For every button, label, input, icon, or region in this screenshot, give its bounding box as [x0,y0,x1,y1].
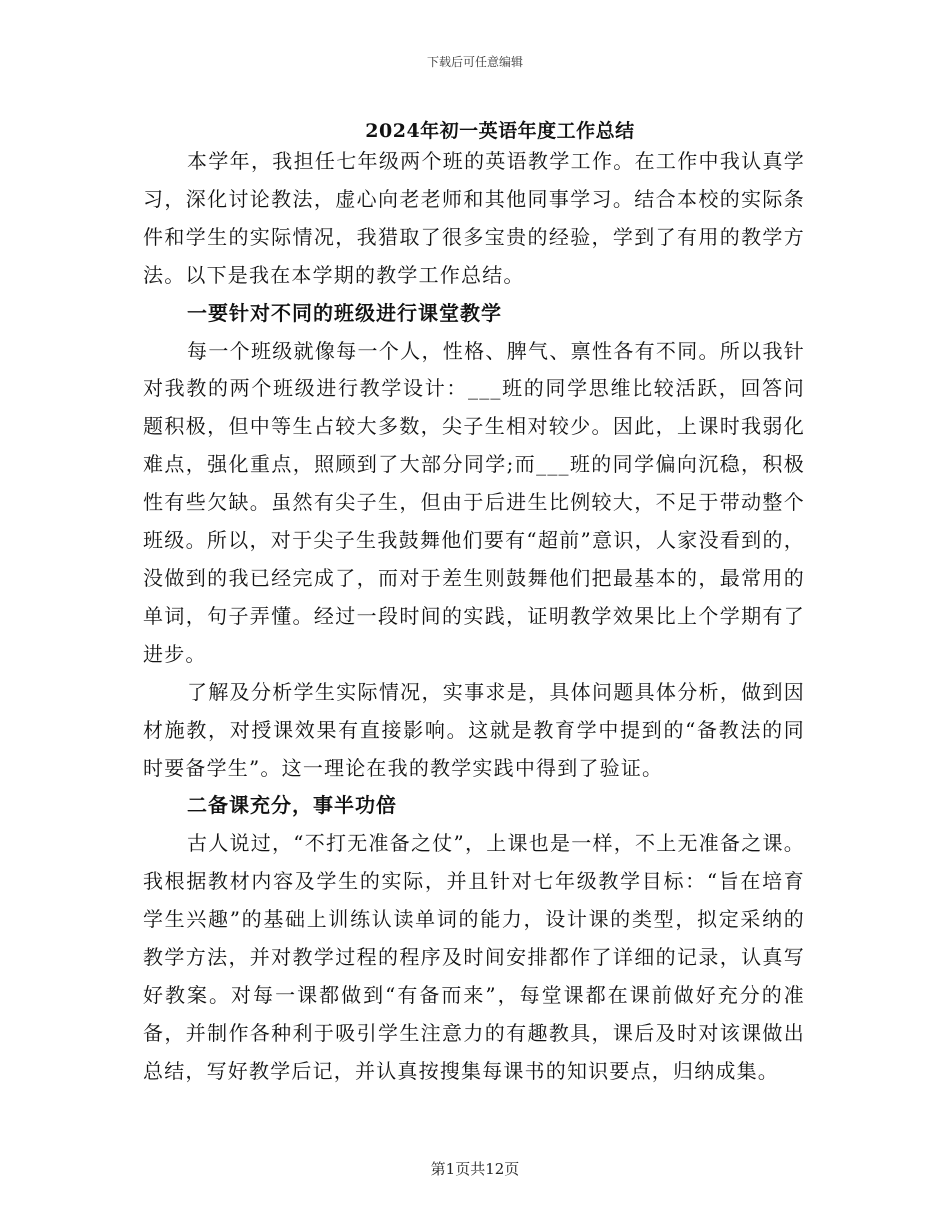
intro-paragraph: 本学年，我担任七年级两个班的英语教学工作。在工作中我认真学习，深化讨论教法，虚心向老老师和其他同事学习。结合本校的实际条件和学生的实际情况，我猎取了很多宝贵的经验，学到了有用的教学方法。以下是我在本学期的教学工作总结。 [143,149,805,287]
document-title: 2024年初一英语年度工作总结 [365,120,635,142]
section-heading-2: 二备课充分，事半功倍 [187,793,397,818]
body-paragraph: 了解及分析学生实际情况，实事求是，具体问题具体分析，做到因材施教，对授课效果有直接影响。这就是教育学中提到的“备教法的同时要备学生”。这一理论在我的教学实践中得到了验证。 [143,679,805,780]
document-body [143,143,805,1091]
body-paragraph: 古人说过，“不打无准备之仗”，上课也是一样，不上无准备之课。我根据教材内容及学生的实际，并且针对七年级教学目标：“旨在培育学生兴趣”的基础上训练认读单词的能力，设计课的类型，拟定采纳的教学方法，并对教学过程的程序及时间安排都作了详细的记录，认真写好教案。对每一课都做到“有备而来”，每堂课都在课前做好充分的准备，并制作各种利于吸引学生注意力的有趣教具，课后及时对该课做出总结，写好教学后记，并认真按搜集每课书的知识要点，归纳成集。 [143,831,805,1083]
body-paragraph: 每一个班级就像每一个人，性格、脾气、禀性各有不同。所以我针对我教的两个班级进行教学设计：___班的同学思维比较活跃，回答问题积极，但中等生占较大多数，尖子生相对较少。因此，上课时我弱化难点，强化重点，照顾到了大部分同学;而___班的同学偏向沉稳，积极性有些欠缺。虽然有尖子生，但由于后进生比例较大，不足于带动整个班级。所以，对于尖子生我鼓舞他们要有“超前”意识，人家没看到的，没做到的我已经完成了，而对于差生则鼓舞他们把最基本的，最常用的单词，句子弄懂。经过一段时间的实践，证明教学效果比上个学期有了进步。 [143,338,805,666]
section-heading-1: 一要针对不同的班级进行课堂教学 [187,300,502,325]
page-header-note: 下载后可任意编辑 [426,55,523,69]
page-number-footer: 第1页共12页 [430,1160,520,1178]
